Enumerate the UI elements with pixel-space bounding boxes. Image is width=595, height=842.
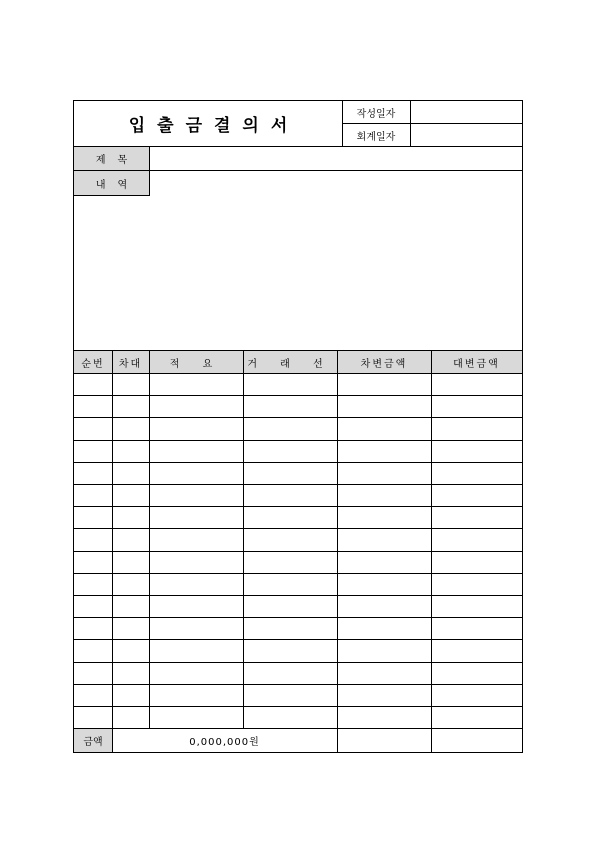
table-row	[74, 639, 522, 661]
accounting-date-field[interactable]	[410, 124, 522, 146]
cell-debit-amount[interactable]	[337, 528, 431, 550]
cell-credit-amount[interactable]	[431, 573, 522, 595]
cell-seq[interactable]	[74, 684, 112, 706]
cell-debit-credit[interactable]	[112, 462, 149, 484]
subject-label: 제목	[74, 147, 149, 170]
cell-counterparty[interactable]	[243, 506, 337, 528]
cell-debit-amount[interactable]	[337, 417, 431, 439]
cell-credit-amount[interactable]	[431, 373, 522, 395]
cell-credit-amount[interactable]	[431, 639, 522, 661]
cell-counterparty[interactable]	[243, 617, 337, 639]
date-written-field[interactable]	[410, 101, 522, 123]
date-written-label: 작성일자	[356, 108, 396, 120]
cell-debit-amount[interactable]	[337, 639, 431, 661]
cell-seq[interactable]	[74, 551, 112, 573]
cell-debit-credit[interactable]	[112, 595, 149, 617]
cell-credit-amount[interactable]	[431, 662, 522, 684]
cell-seq[interactable]	[74, 639, 112, 661]
cell-debit-credit[interactable]	[112, 506, 149, 528]
cell-seq[interactable]	[74, 506, 112, 528]
cell-debit-credit[interactable]	[112, 617, 149, 639]
cell-description[interactable]	[149, 440, 243, 462]
cell-debit-amount[interactable]	[337, 462, 431, 484]
cell-debit-amount[interactable]	[337, 395, 431, 417]
cell-debit-credit[interactable]	[112, 639, 149, 661]
table-row	[74, 573, 522, 595]
table-row	[74, 595, 522, 617]
cell-counterparty[interactable]	[243, 551, 337, 573]
cell-credit-amount[interactable]	[431, 551, 522, 573]
cell-counterparty[interactable]	[243, 440, 337, 462]
cell-description[interactable]	[149, 551, 243, 573]
table-row	[74, 373, 522, 395]
cell-debit-credit[interactable]	[112, 395, 149, 417]
cell-counterparty[interactable]	[243, 462, 337, 484]
cell-counterparty[interactable]	[243, 484, 337, 506]
cell-seq[interactable]	[74, 573, 112, 595]
cell-credit-amount[interactable]	[431, 617, 522, 639]
cell-description[interactable]	[149, 528, 243, 550]
column-header-description: 적 요	[149, 351, 243, 373]
cell-credit-amount[interactable]	[431, 440, 522, 462]
cell-counterparty[interactable]	[243, 684, 337, 706]
table-row	[74, 506, 522, 528]
table-row	[74, 706, 522, 728]
cell-seq[interactable]	[74, 462, 112, 484]
column-header-counterparty: 거 래 선	[243, 351, 337, 373]
details-field[interactable]	[150, 171, 522, 350]
cell-credit-amount[interactable]	[431, 684, 522, 706]
cell-counterparty[interactable]	[243, 573, 337, 595]
cell-debit-amount[interactable]	[337, 551, 431, 573]
cell-debit-amount[interactable]	[337, 617, 431, 639]
cell-seq[interactable]	[74, 528, 112, 550]
cell-debit-credit[interactable]	[112, 417, 149, 439]
table-row	[74, 551, 522, 573]
cell-seq[interactable]	[74, 662, 112, 684]
cell-debit-amount[interactable]	[337, 573, 431, 595]
cell-counterparty[interactable]	[243, 373, 337, 395]
column-header-seq: 순번	[74, 351, 112, 373]
cell-debit-credit[interactable]	[112, 528, 149, 550]
cell-description[interactable]	[149, 662, 243, 684]
cell-seq[interactable]	[74, 417, 112, 439]
cell-credit-amount[interactable]	[431, 462, 522, 484]
cell-debit-credit[interactable]	[112, 684, 149, 706]
cell-debit-amount[interactable]	[337, 595, 431, 617]
column-header-credit-amount: 대변금액	[431, 351, 522, 373]
cell-counterparty[interactable]	[243, 639, 337, 661]
cell-debit-amount[interactable]	[337, 506, 431, 528]
cell-seq[interactable]	[74, 395, 112, 417]
amount-total-value: 0,000,000원	[189, 736, 260, 748]
cell-debit-credit[interactable]	[112, 706, 149, 728]
cell-debit-credit[interactable]	[112, 551, 149, 573]
cell-seq[interactable]	[74, 706, 112, 728]
cell-debit-amount[interactable]	[337, 373, 431, 395]
cell-credit-amount[interactable]	[431, 595, 522, 617]
table-row	[74, 484, 522, 506]
cell-description[interactable]	[149, 373, 243, 395]
cell-description[interactable]	[149, 395, 243, 417]
cell-credit-amount[interactable]	[431, 417, 522, 439]
cell-description[interactable]	[149, 573, 243, 595]
cell-counterparty[interactable]	[243, 395, 337, 417]
cell-credit-amount[interactable]	[431, 506, 522, 528]
cell-description[interactable]	[149, 617, 243, 639]
cell-description[interactable]	[149, 639, 243, 661]
cell-counterparty[interactable]	[243, 706, 337, 728]
cell-description[interactable]	[149, 506, 243, 528]
cell-credit-amount[interactable]	[431, 484, 522, 506]
disbursement-form	[73, 100, 523, 753]
cell-debit-amount[interactable]	[337, 484, 431, 506]
table-row	[74, 417, 522, 439]
cell-description[interactable]	[149, 417, 243, 439]
cell-debit-credit[interactable]	[112, 373, 149, 395]
accounting-date-label: 회계일자	[356, 131, 396, 143]
cell-debit-amount[interactable]	[337, 706, 431, 728]
table-row	[74, 528, 522, 550]
table-row	[74, 395, 522, 417]
column-header-debit-credit: 차대	[112, 351, 149, 373]
cell-seq[interactable]	[74, 595, 112, 617]
cell-counterparty[interactable]	[243, 528, 337, 550]
cell-description[interactable]	[149, 706, 243, 728]
table-row	[74, 462, 522, 484]
cell-description[interactable]	[149, 462, 243, 484]
cell-counterparty[interactable]	[243, 662, 337, 684]
cell-debit-credit[interactable]	[112, 573, 149, 595]
cell-description[interactable]	[149, 484, 243, 506]
ledger-table	[74, 351, 522, 752]
cell-credit-amount[interactable]	[431, 395, 522, 417]
amount-label: 금액	[74, 728, 112, 752]
credit-amount-total[interactable]	[431, 728, 522, 752]
debit-amount-total[interactable]	[337, 728, 431, 752]
table-row	[74, 440, 522, 462]
cell-counterparty[interactable]	[243, 417, 337, 439]
cell-debit-credit[interactable]	[112, 662, 149, 684]
cell-seq[interactable]	[74, 484, 112, 506]
cell-counterparty[interactable]	[243, 595, 337, 617]
cell-description[interactable]	[149, 684, 243, 706]
cell-seq[interactable]	[74, 440, 112, 462]
table-row	[74, 662, 522, 684]
form-title: 입출금결의서	[128, 116, 300, 136]
cell-debit-amount[interactable]	[337, 440, 431, 462]
cell-debit-amount[interactable]	[337, 662, 431, 684]
subject-field[interactable]	[150, 147, 522, 170]
cell-credit-amount[interactable]	[431, 706, 522, 728]
cell-description[interactable]	[149, 595, 243, 617]
cell-seq[interactable]	[74, 617, 112, 639]
table-row	[74, 617, 522, 639]
cell-debit-credit[interactable]	[112, 484, 149, 506]
cell-debit-credit[interactable]	[112, 440, 149, 462]
details-label: 내역	[74, 171, 149, 195]
cell-debit-amount[interactable]	[337, 684, 431, 706]
table-row	[74, 684, 522, 706]
cell-seq[interactable]	[74, 373, 112, 395]
cell-credit-amount[interactable]	[431, 528, 522, 550]
column-header-debit-amount: 차변금액	[337, 351, 431, 373]
